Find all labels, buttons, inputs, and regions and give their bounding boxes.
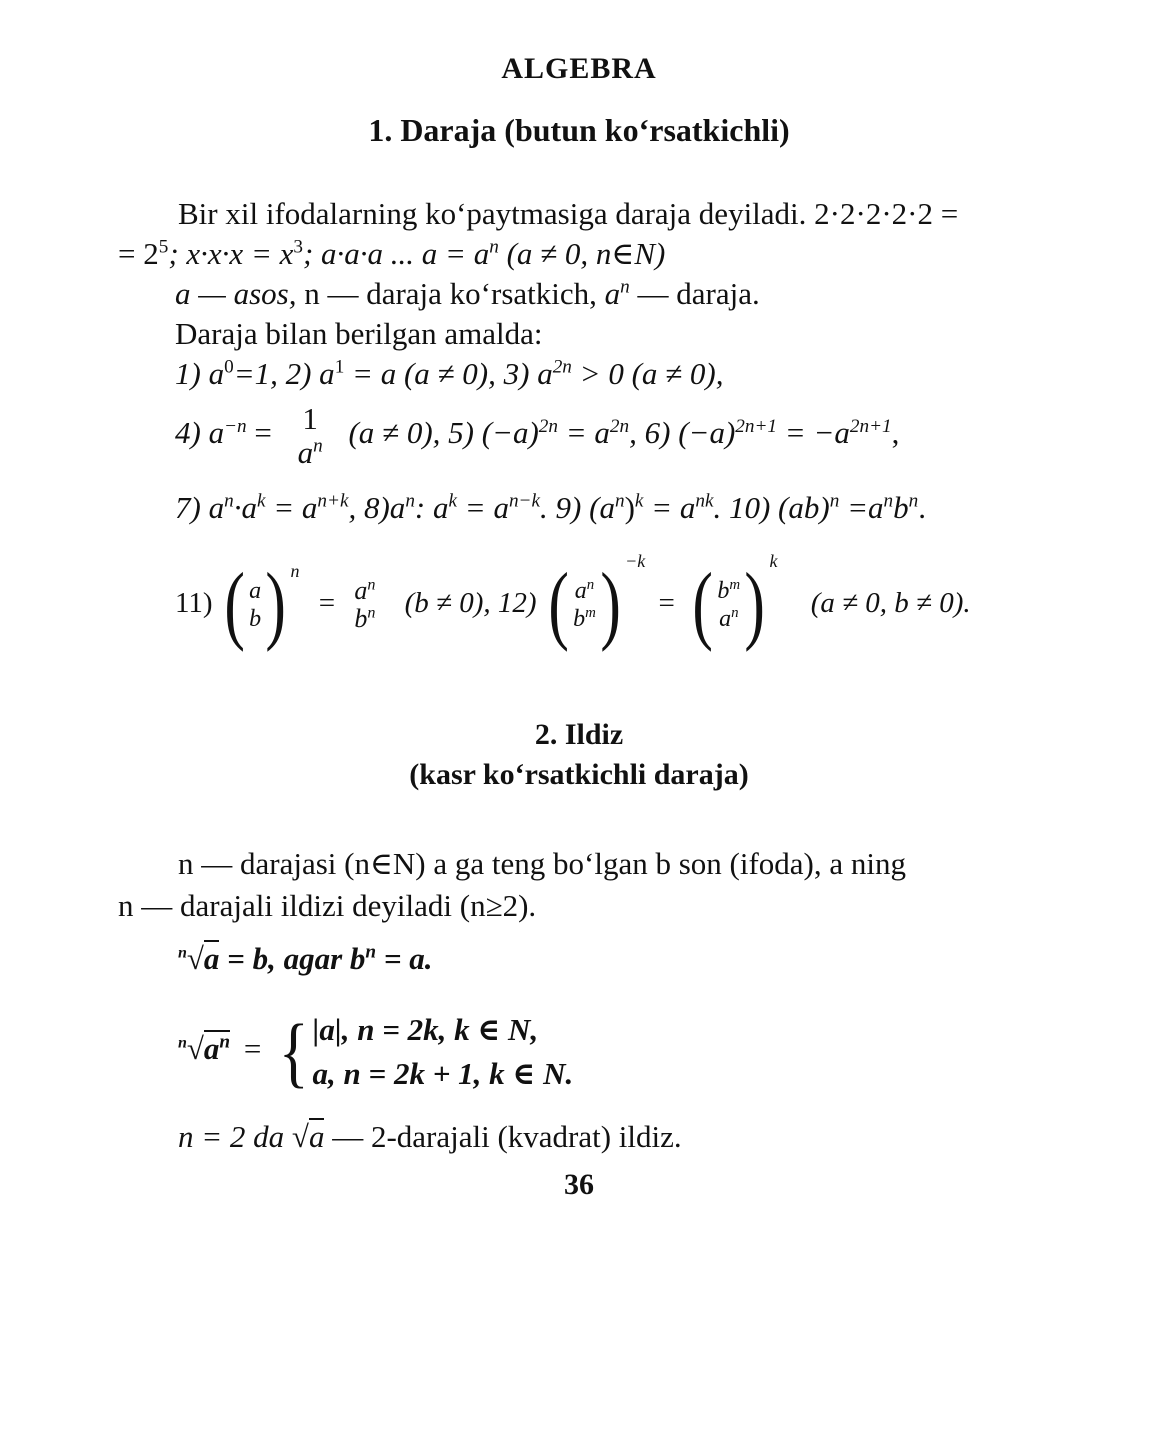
root-cases: $^n√a^n$ = { |a|, n = 2k, k ∈ N, a, n = 2k + 1, k ∈ N. (178, 1007, 574, 1095)
fraction: 1 $a^n$ (297, 401, 323, 471)
root-def-2: n — darajali ildizi deyiladi (n≥2). (118, 888, 537, 923)
page-title: ALGEBRA (501, 52, 657, 85)
props-7-10: 7) $a^n\cdot a^k = a^{n+k}$, $8)a^n$: $a^k = a^{n-k}$. 9) $(a^n)^k = a^{nk}$. 10) $(ab)^n =a^nb^n$. (175, 490, 926, 525)
sqrt-line: n = 2 da √a — 2-darajali (kvadrat) ildiz. (178, 1119, 682, 1154)
props-1-3: 1) $a^0=1$, 2) $a^1 = a$ (a ≠ 0), 3) $a^{2n} > 0$ (a ≠ 0), (175, 356, 724, 391)
terms-line: a — asos, n — daraja ko‘rsatkich, $a^n$ — daraja. (175, 276, 760, 311)
def-line-1: Bir xil ifodalarning ko‘paytmasiga daraja deyiladi. 2·2·2·2·2 = (178, 196, 959, 231)
props-4-6: 4) $a^{-n}$ = 1 $a^n$ (a ≠ 0), 5) $(-a)^{2n} = a^{2n}$, 6) $(-a)^{2n+1} = -a^{2n+1}$, (175, 401, 900, 471)
props-11-12: 11) ( a b ) $^n$ = $a^n$ $b^n$ (b ≠ 0), 12) ( $a^n$ $b^m$ ) $^{-k}$ = ( $b^m$ $a^n$ ) $^k$ (a ≠ 0, b ≠ 0). (175, 551, 971, 654)
section1-heading: 1. Daraja (butun ko‘rsatkichli) (368, 112, 790, 148)
root-formula: $^n$√a = b, agar $b^n = a$. (178, 941, 433, 976)
section2-subheading: (kasr ko‘rsatkichli daraja) (409, 758, 749, 791)
root-def-1: n — darajasi (n∈N) a ga teng bo‘lgan b son (ifoda), a ning (178, 846, 906, 881)
props-intro: Daraja bilan berilgan amalda: (175, 316, 543, 351)
def-line-2: = $2^5$; $x\cdot x\cdot x = x^3$; a·a·a ... $a = a^n$ (a ≠ 0, n∈N) (118, 236, 666, 271)
section2-heading: 2. Ildiz (534, 718, 624, 751)
page-number: 36 (564, 1168, 594, 1201)
